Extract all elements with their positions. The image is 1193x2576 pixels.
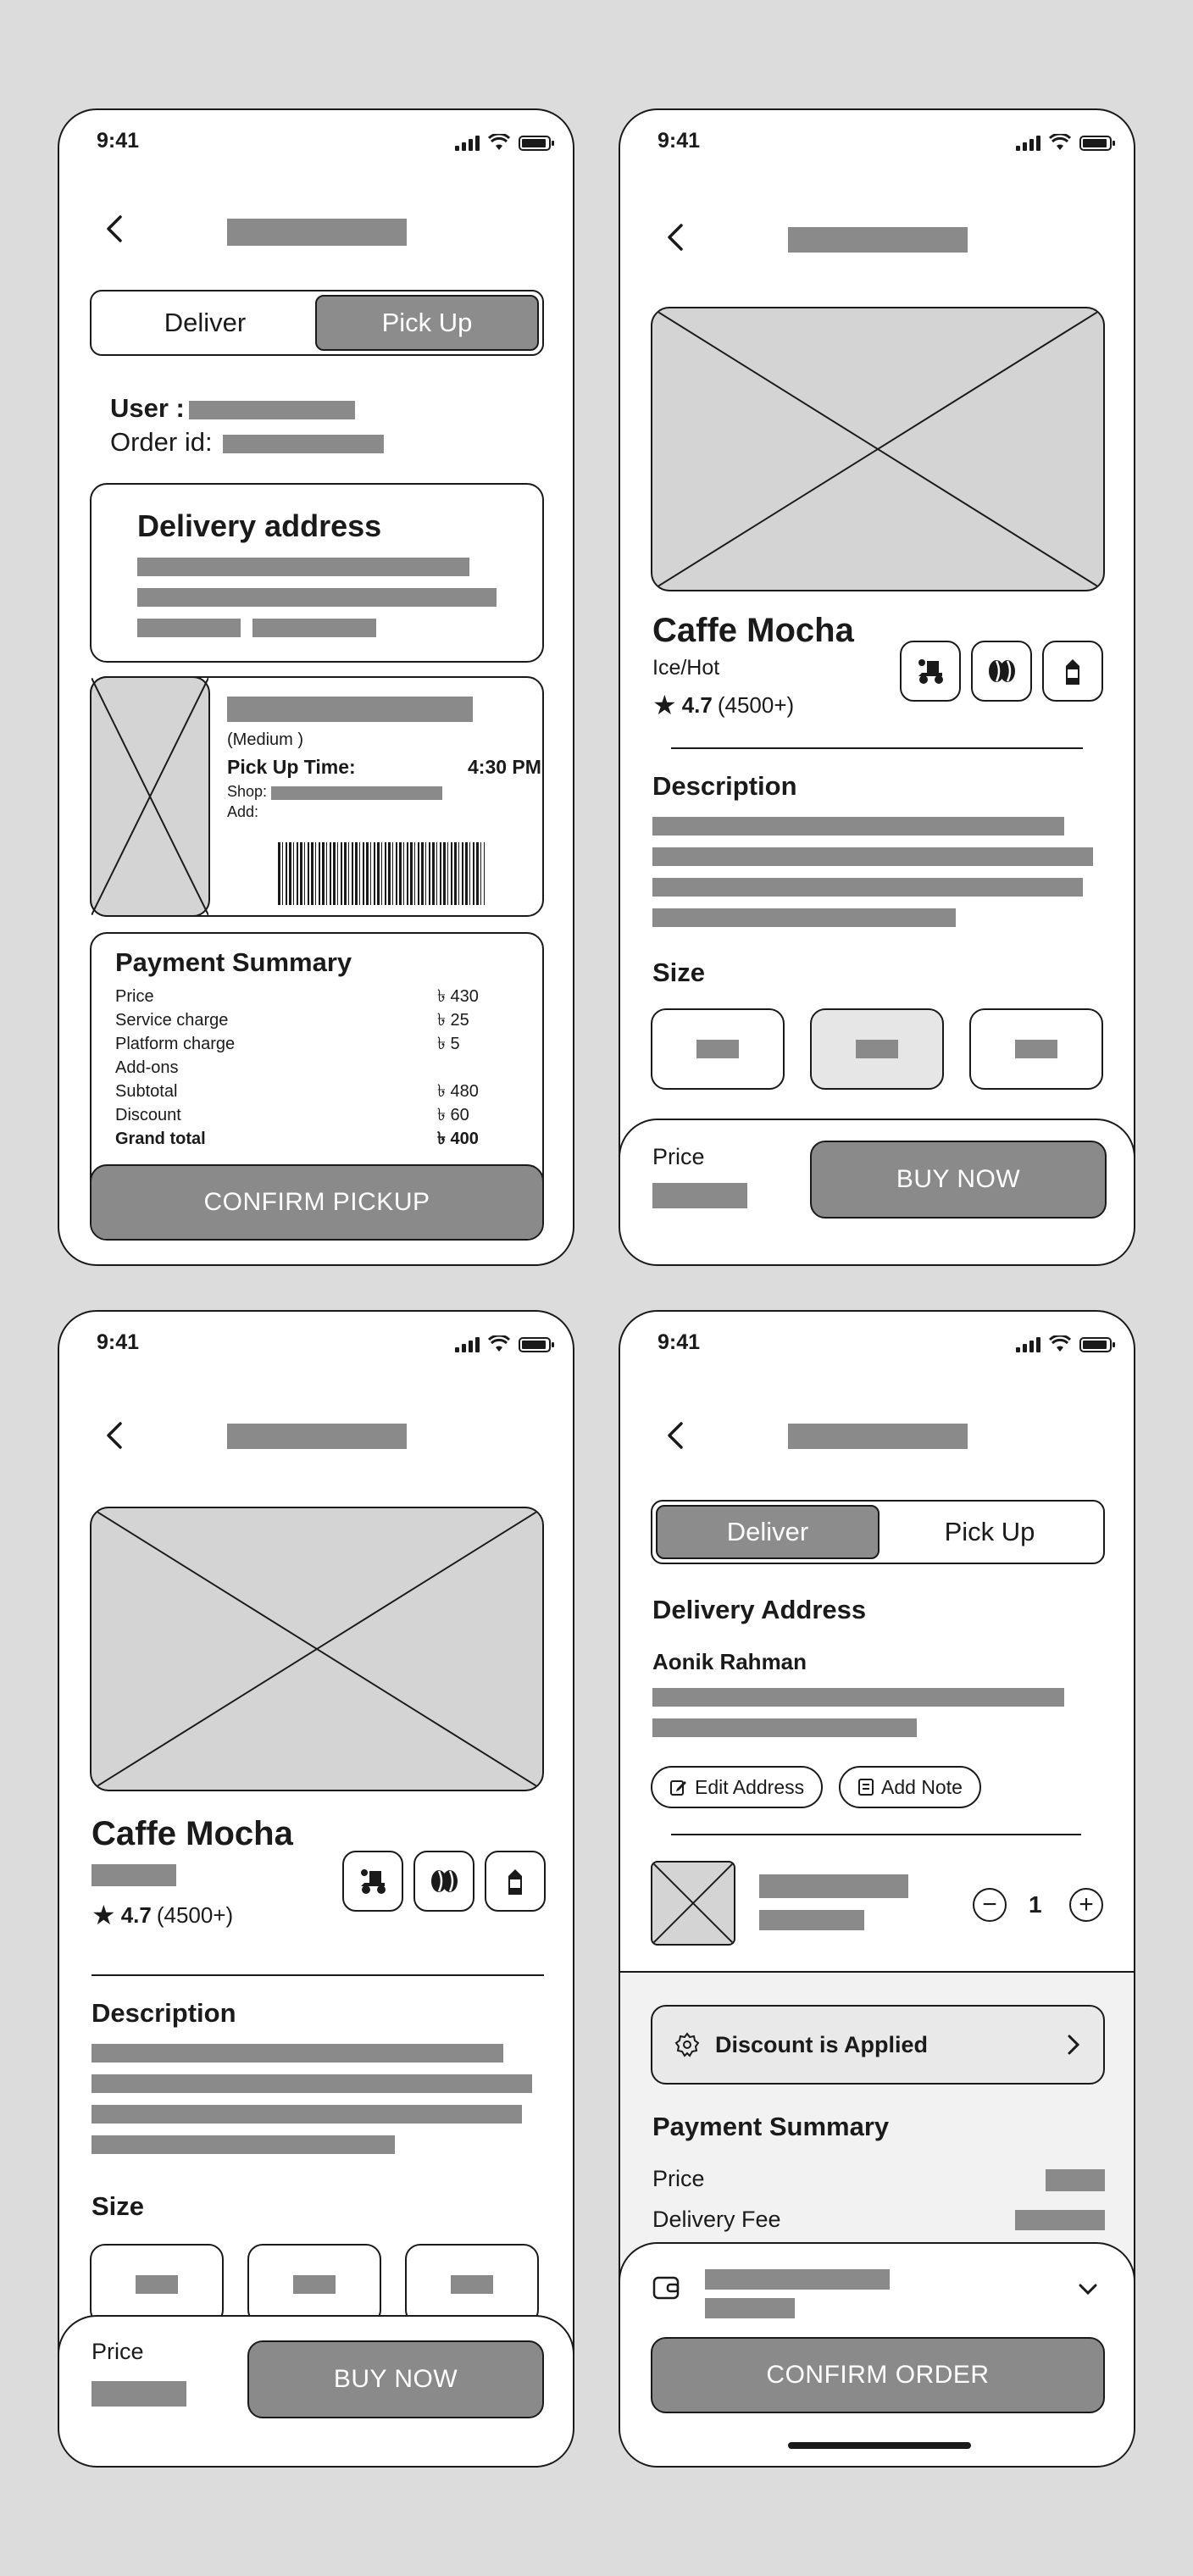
- discount-text: Discount is Applied: [715, 2031, 929, 2057]
- pickup-time-label: Pick Up Time:: [227, 756, 356, 778]
- divider: [671, 1834, 1081, 1835]
- product-detail-screen-alt: [58, 1310, 574, 2468]
- product-detail-screen: [619, 108, 1135, 1266]
- rating: [652, 691, 794, 719]
- discount-badge-icon: [674, 2032, 700, 2057]
- add-note-label: Add Note: [881, 1775, 963, 1798]
- address-line: [252, 619, 376, 637]
- delivery-mode-toggle: [90, 290, 544, 356]
- status-time: 9:41: [658, 1330, 701, 1354]
- price-value-placeholder: [1046, 2169, 1105, 2191]
- pickup-screen: [58, 108, 574, 1266]
- wifi-icon: [1049, 1335, 1071, 1352]
- status-time: 9:41: [97, 1330, 140, 1354]
- milk-icon: [498, 1864, 532, 1898]
- payment-row: Add-ons: [115, 1058, 179, 1077]
- payment-rows: [115, 985, 488, 1151]
- shop-value-placeholder: [271, 786, 442, 800]
- delivery-address-title: Delivery address: [137, 508, 382, 543]
- payment-row: Price ৳ 430: [115, 987, 479, 1006]
- wifi-icon: [488, 134, 510, 151]
- price-value-placeholder: [652, 1183, 747, 1208]
- item-size-note: (Medium ): [227, 730, 304, 749]
- payment-method-detail-placeholder: [705, 2298, 795, 2318]
- order-item-name-placeholder: [759, 1874, 908, 1898]
- wallet-icon: [652, 2276, 680, 2300]
- customer-name: Aonik Rahman: [652, 1649, 807, 1674]
- tab-pickup[interactable]: Pick Up: [315, 295, 539, 351]
- order-item-image-placeholder: [651, 1861, 735, 1946]
- status-time: 9:41: [658, 129, 701, 153]
- purchase-footer: [58, 2315, 574, 2468]
- order-id-label: Order id:: [110, 427, 213, 457]
- buy-now-button[interactable]: BUY NOW: [247, 2340, 544, 2418]
- divider: [671, 747, 1083, 749]
- signal-icon: [1016, 1337, 1040, 1352]
- item-name-placeholder: [227, 697, 473, 722]
- milk-icon: [1056, 654, 1090, 688]
- delivery-icon: [356, 1864, 390, 1898]
- signal-icon: [1016, 136, 1040, 151]
- decrease-quantity-button[interactable]: −: [973, 1888, 1007, 1922]
- edit-address-label: Edit Address: [695, 1775, 805, 1798]
- product-image-placeholder: [651, 307, 1105, 591]
- coffee-bean-icon-button[interactable]: [971, 641, 1032, 702]
- battery-icon: [519, 136, 551, 151]
- status-icons: [455, 1335, 551, 1352]
- description-line: [652, 847, 1093, 866]
- price-value-placeholder: [92, 2381, 186, 2407]
- pickup-time-value: 4:30 PM: [468, 756, 541, 778]
- rating-value: 4.7: [120, 1901, 152, 1928]
- buy-now-button[interactable]: BUY NOW: [810, 1141, 1107, 1219]
- back-arrow-icon[interactable]: [659, 1418, 693, 1452]
- payment-summary-title: Payment Summary: [115, 947, 352, 977]
- size-option-medium[interactable]: [247, 2244, 381, 2325]
- payment-row: Subtotal ৳ 480: [115, 1082, 479, 1101]
- payment-row: Discount ৳ 60: [115, 1106, 469, 1124]
- size-option-small[interactable]: [90, 2244, 224, 2325]
- address-line: [652, 1718, 917, 1737]
- order-item-detail-placeholder: [759, 1910, 864, 1930]
- status-icons: [1016, 134, 1112, 151]
- add-note-button[interactable]: [839, 1766, 981, 1808]
- barcode: [278, 842, 485, 905]
- order-id-placeholder: [223, 435, 384, 453]
- address-label: Add:: [227, 803, 259, 820]
- delivery-address-title: Delivery Address: [652, 1595, 867, 1624]
- coffee-bean-icon: [985, 654, 1018, 688]
- page-title-placeholder: [227, 1424, 407, 1449]
- chevron-down-icon[interactable]: [1078, 2283, 1098, 2296]
- description-title: Description: [652, 771, 797, 801]
- edit-icon: [669, 1778, 688, 1796]
- payment-row: Service charge ৳ 25: [115, 1011, 469, 1030]
- tab-deliver[interactable]: Deliver: [164, 308, 247, 337]
- delivery-icon-button[interactable]: [900, 641, 961, 702]
- milk-icon-button[interactable]: [1042, 641, 1103, 702]
- purchase-footer: [619, 1119, 1135, 1266]
- payment-method-name-placeholder: [705, 2269, 890, 2290]
- back-arrow-icon[interactable]: [659, 220, 693, 254]
- product-image-placeholder: [90, 1507, 544, 1791]
- delivery-fee-placeholder: [1015, 2210, 1105, 2230]
- user-label: User :: [110, 393, 185, 423]
- delivery-mode-toggle: [651, 1500, 1105, 1564]
- description-line: [652, 878, 1083, 897]
- status-icons: [455, 134, 551, 151]
- edit-address-button[interactable]: [651, 1766, 823, 1808]
- back-arrow-icon[interactable]: [98, 212, 132, 246]
- delivery-fee-label: Delivery Fee: [652, 2207, 781, 2232]
- description-line: [92, 2074, 532, 2093]
- description-line: [92, 2135, 395, 2154]
- review-count: (4500+): [717, 691, 795, 718]
- product-name: Caffe Mocha: [92, 1815, 293, 1852]
- back-arrow-icon[interactable]: [98, 1418, 132, 1452]
- star-icon: ★: [92, 1900, 116, 1930]
- chevron-right-icon: [1066, 2033, 1081, 2057]
- delivery-address-card: [90, 483, 544, 663]
- payment-row: Platform charge ৳ 5: [115, 1035, 460, 1053]
- battery-icon: [1079, 1337, 1112, 1352]
- size-title: Size: [652, 958, 706, 987]
- tab-pickup[interactable]: Pick Up: [944, 1517, 1035, 1546]
- size-option-medium[interactable]: [810, 1008, 944, 1090]
- battery-icon: [519, 1337, 551, 1352]
- status-time: 9:41: [97, 129, 140, 153]
- size-title: Size: [92, 2191, 145, 2221]
- signal-icon: [455, 1337, 480, 1352]
- note-icon: [857, 1778, 874, 1796]
- order-footer: [619, 2242, 1135, 2468]
- price-label: Price: [92, 2339, 144, 2364]
- home-indicator: [788, 2442, 971, 2449]
- coffee-bean-icon: [427, 1864, 461, 1898]
- address-line: [137, 588, 497, 607]
- quantity-value: 1: [1029, 1891, 1042, 1918]
- order-item-card: [90, 676, 544, 917]
- rating: [92, 1901, 233, 1929]
- grand-total-row: Grand total ৳ 400: [115, 1130, 479, 1148]
- milk-icon-button[interactable]: [485, 1851, 546, 1912]
- payment-summary-card: [90, 932, 544, 1241]
- product-image-placeholder: [90, 676, 210, 917]
- price-label: Price: [652, 2166, 705, 2191]
- description-line: [652, 817, 1064, 836]
- increase-quantity-button[interactable]: +: [1069, 1888, 1103, 1922]
- discount-banner[interactable]: [651, 2005, 1105, 2085]
- address-line: [652, 1688, 1064, 1707]
- delivery-icon-button[interactable]: [342, 1851, 403, 1912]
- order-screen: [619, 1310, 1135, 2468]
- payment-summary-title: Payment Summary: [652, 2112, 890, 2141]
- divider: [92, 1974, 544, 1976]
- product-variant-placeholder: [92, 1864, 176, 1886]
- delivery-icon: [913, 654, 947, 688]
- price-label: Price: [652, 1144, 705, 1169]
- confirm-order-button[interactable]: CONFIRM ORDER: [651, 2337, 1105, 2413]
- address-line: [137, 558, 469, 576]
- page-title-placeholder: [227, 219, 407, 246]
- battery-icon: [1079, 136, 1112, 151]
- star-icon: ★: [652, 690, 677, 720]
- description-line: [92, 2044, 503, 2062]
- tab-deliver[interactable]: Deliver: [656, 1505, 879, 1559]
- wifi-icon: [488, 1335, 510, 1352]
- product-name: Caffe Mocha: [652, 612, 854, 649]
- signal-icon: [455, 136, 480, 151]
- rating-value: 4.7: [681, 691, 713, 718]
- description-line: [652, 908, 956, 927]
- shop-label: Shop:: [227, 783, 268, 800]
- page-title-placeholder: [788, 1424, 968, 1449]
- product-variant: Ice/Hot: [652, 656, 720, 680]
- user-value-placeholder: [189, 401, 355, 419]
- size-option-large[interactable]: [969, 1008, 1103, 1090]
- address-line: [137, 619, 241, 637]
- size-option-small[interactable]: [651, 1008, 785, 1090]
- description-title: Description: [92, 1998, 236, 2028]
- confirm-pickup-button[interactable]: CONFIRM PICKUP: [90, 1164, 544, 1241]
- status-icons: [1016, 1335, 1112, 1352]
- wifi-icon: [1049, 134, 1071, 151]
- description-line: [92, 2105, 522, 2124]
- coffee-bean-icon-button[interactable]: [413, 1851, 474, 1912]
- page-title-placeholder: [788, 227, 968, 253]
- review-count: (4500+): [156, 1901, 234, 1928]
- size-option-large[interactable]: [405, 2244, 539, 2325]
